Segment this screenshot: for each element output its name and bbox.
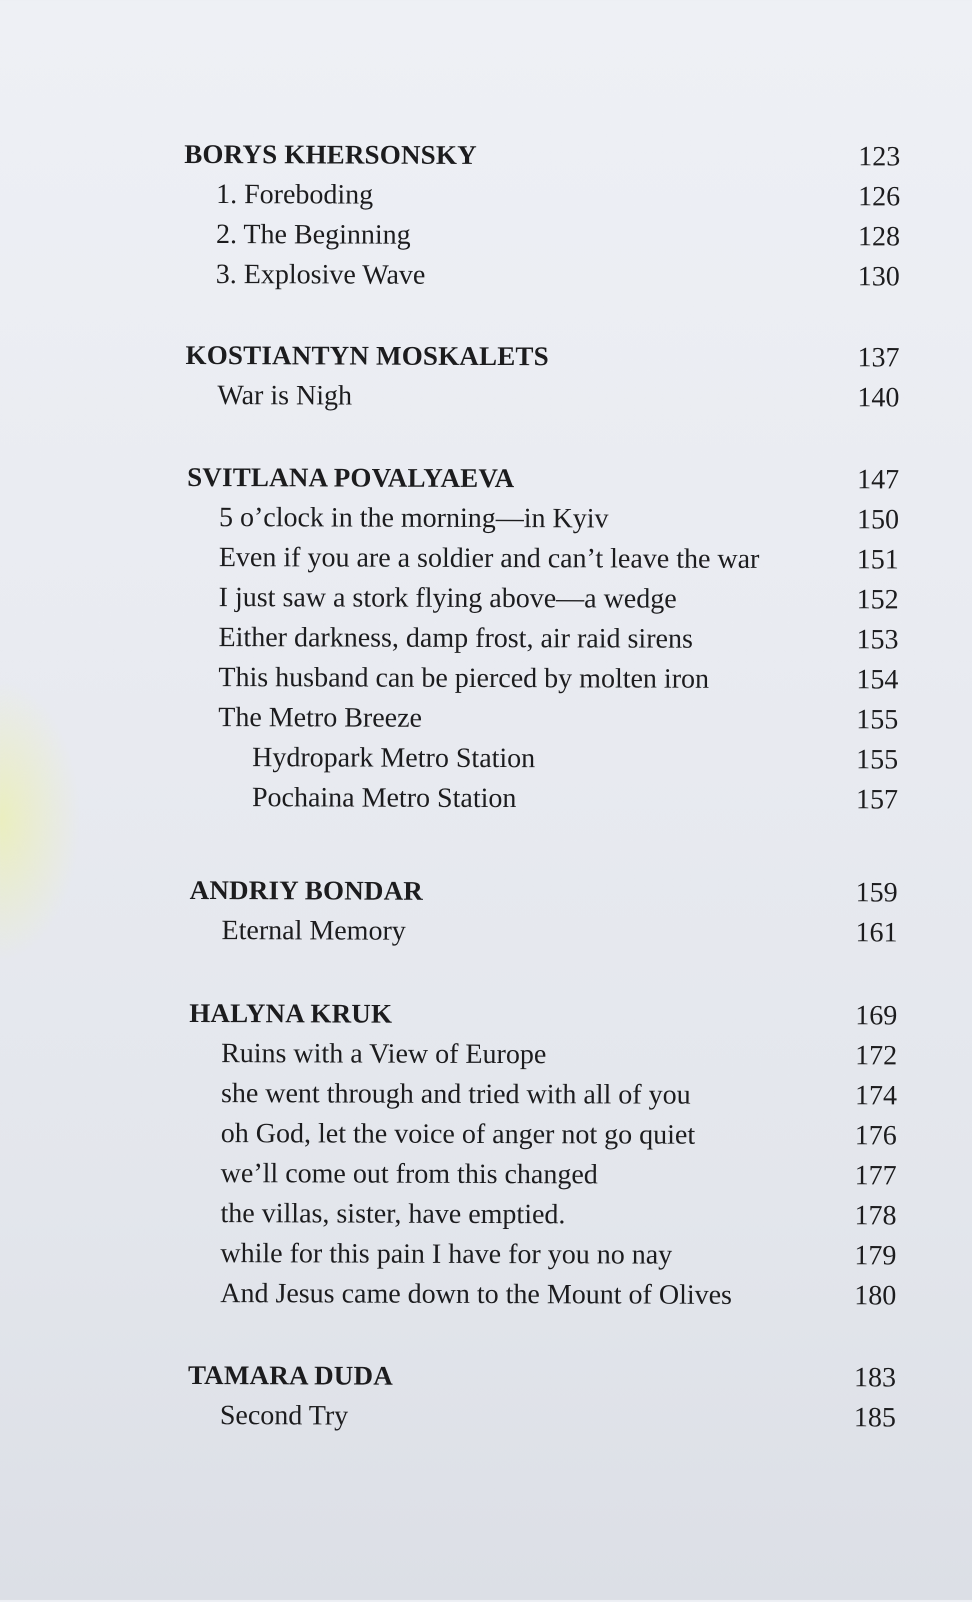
- poem-title: Hydropark Metro Station: [252, 742, 536, 775]
- poem-title: Either darkness, damp frost, air raid sirens: [218, 622, 693, 655]
- author-name: TAMARA DUDA: [187, 1359, 393, 1391]
- toc-poem-entry[interactable]: [184, 254, 900, 297]
- toc-author-entry[interactable]: [184, 134, 900, 177]
- poem-title: 2. The Beginning: [215, 219, 411, 251]
- page-number: 179: [854, 1240, 897, 1272]
- page-number: 157: [855, 784, 899, 816]
- page-number: 153: [856, 624, 899, 656]
- toc-poem-entry[interactable]: [189, 1113, 897, 1156]
- toc-author-entry[interactable]: [185, 335, 899, 378]
- toc-poem-entry[interactable]: [187, 497, 899, 540]
- toc-author-entry[interactable]: [188, 1355, 896, 1398]
- toc-section-kruk: [189, 993, 898, 1312]
- poem-title: she went through and tried with all of you: [220, 1078, 691, 1111]
- toc-poem-entry[interactable]: [186, 697, 898, 740]
- poem-title: Ruins with a View of Europe: [221, 1038, 547, 1071]
- poem-title: Pochaina Metro Station: [251, 782, 517, 815]
- toc-poem-entry[interactable]: [186, 657, 898, 700]
- toc-poem-entry[interactable]: [189, 1033, 897, 1076]
- poem-title: while for this pain I have for you no nay: [220, 1238, 673, 1271]
- page-number: 177: [854, 1160, 897, 1192]
- poem-title: we’ll come out from this changed: [220, 1158, 598, 1191]
- poem-title: the villas, sister, have emptied.: [220, 1198, 566, 1231]
- author-name: SVITLANA POVALYAEVA: [187, 461, 515, 494]
- toc-subpoem-entry[interactable]: [186, 737, 898, 780]
- poem-title: War is Nigh: [217, 380, 353, 412]
- author-name: HALYNA KRUK: [189, 997, 393, 1029]
- toc-section-moskalets: [185, 335, 900, 414]
- page-number: 137: [857, 342, 900, 374]
- toc-poem-entry[interactable]: [186, 617, 898, 660]
- page-number: 185: [853, 1402, 896, 1434]
- toc-poem-entry[interactable]: [188, 1395, 896, 1438]
- poem-title: oh God, let the voice of anger not go quiet: [220, 1118, 696, 1151]
- poem-title: Even if you are a soldier and can’t leave the war: [218, 542, 760, 575]
- toc-author-entry[interactable]: [187, 457, 899, 500]
- toc-poem-entry[interactable]: [185, 375, 899, 418]
- author-name: BORYS KHERSONSKY: [184, 138, 477, 170]
- toc-poem-entry[interactable]: [187, 537, 899, 580]
- toc-poem-entry[interactable]: [189, 910, 897, 953]
- page-number: 176: [854, 1120, 897, 1152]
- page-number: 180: [854, 1280, 897, 1312]
- page-number: 150: [856, 504, 900, 536]
- page-number: 183: [853, 1362, 897, 1394]
- toc-subpoem-entry[interactable]: [186, 777, 898, 820]
- poem-title: Second Try: [219, 1400, 349, 1432]
- page-number: 147: [857, 464, 900, 496]
- page-number: 123: [858, 141, 901, 173]
- poem-title: I just saw a stork flying above—a wedge: [218, 582, 677, 615]
- poem-title: 5 o’clock in the morning—in Kyiv: [218, 502, 609, 535]
- page-number: 174: [854, 1080, 898, 1112]
- page-number: 155: [856, 704, 899, 736]
- page-number: 126: [858, 181, 901, 213]
- page-number: 159: [855, 877, 898, 909]
- page-number: 151: [856, 544, 899, 576]
- toc-section-khersonsky: [184, 134, 901, 293]
- page-number: 140: [857, 382, 900, 414]
- toc-section-povalyaeva: [187, 457, 900, 816]
- poem-title: 1. Foreboding: [216, 179, 374, 211]
- toc-poem-entry[interactable]: [189, 1153, 897, 1196]
- page-number: 178: [854, 1200, 897, 1232]
- page-number: 152: [856, 584, 899, 616]
- toc-section-bondar: [189, 870, 898, 949]
- page-number: 130: [857, 261, 900, 293]
- toc-poem-entry[interactable]: [184, 174, 900, 217]
- toc-poem-entry[interactable]: [188, 1233, 896, 1276]
- toc-poem-entry[interactable]: [187, 577, 899, 620]
- page-number: 172: [855, 1040, 898, 1072]
- toc-author-entry[interactable]: [190, 870, 898, 913]
- toc-poem-entry[interactable]: [189, 1073, 897, 1116]
- page-number: 128: [857, 221, 901, 253]
- toc-poem-entry[interactable]: [188, 1273, 896, 1316]
- poem-title: This husband can be pierced by molten iron: [218, 662, 710, 695]
- page-number: 169: [855, 1000, 898, 1032]
- page-number: 161: [855, 917, 898, 949]
- poem-title: The Metro Breeze: [218, 702, 423, 734]
- page-number: 155: [856, 744, 899, 776]
- toc-poem-entry[interactable]: [188, 1193, 896, 1236]
- toc-section-duda: [187, 1355, 897, 1434]
- poem-title: 3. Explosive Wave: [215, 259, 426, 291]
- poem-title: Eternal Memory: [221, 915, 406, 947]
- author-name: KOSTIANTYN MOSKALETS: [185, 339, 549, 372]
- page-number: 154: [856, 664, 899, 696]
- poem-title: And Jesus came down to the Mount of Olives: [220, 1278, 733, 1311]
- toc-poem-entry[interactable]: [184, 214, 900, 257]
- author-name: ANDRIY BONDAR: [189, 874, 424, 906]
- toc-author-entry[interactable]: [189, 993, 897, 1036]
